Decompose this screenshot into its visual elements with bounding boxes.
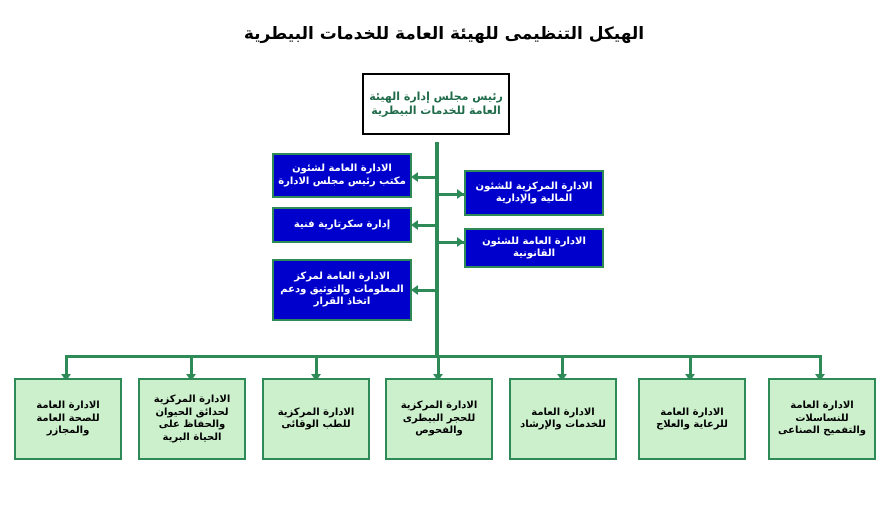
page-title: الهيكل التنظيمى للهيئة العامة للخدمات البيطرية <box>243 24 645 44</box>
branch-left-2 <box>418 224 438 227</box>
node-bottom-1-label: الادارة العامة للصحة العامة والمجازر <box>36 400 100 437</box>
node-right-1-label: الادارة المركزية للشئون المالية والإدارية <box>475 180 593 204</box>
node-right-2[interactable] <box>464 228 604 268</box>
branch-left-2-arrow <box>411 220 418 230</box>
node-bottom-5[interactable] <box>509 378 617 460</box>
branch-left-3-arrow <box>411 285 418 295</box>
node-bottom-6-label: الادارة العامة للرعاية والعلاج <box>656 406 728 430</box>
node-left-3[interactable] <box>272 259 412 321</box>
node-left-1-label: الادارة العامة لشئون مكتب رئيس مجلس الادارة <box>278 163 406 187</box>
node-right-2-label: الادارة العامة للشئون القانونية <box>482 235 586 259</box>
branch-left-3 <box>418 289 438 292</box>
node-bottom-2[interactable] <box>138 378 246 460</box>
node-root[interactable] <box>362 73 510 135</box>
node-left-2-label: إدارة سكرتارية فنية <box>293 218 391 230</box>
node-left-2[interactable] <box>272 207 412 243</box>
bottom-bus <box>65 355 822 358</box>
node-root-label: رئيس مجلس إدارة الهيئة العامة للخدمات البيطرية <box>369 90 503 117</box>
node-bottom-3-label: الادارة المركزية للطب الوقائى <box>277 406 355 430</box>
node-bottom-7[interactable] <box>768 378 876 460</box>
node-bottom-2-label: الادارة المركزية لحدائق الحيوان والحفاظ على الحياة البرية <box>153 394 231 443</box>
node-bottom-3[interactable] <box>262 378 370 460</box>
node-bottom-1[interactable] <box>14 378 122 460</box>
branch-right-2-arrow <box>457 237 464 247</box>
node-bottom-7-label: الادارة العامة للنساسلات والتفميح الصناعى <box>778 400 866 437</box>
node-bottom-4[interactable] <box>385 378 493 460</box>
node-bottom-4-label: الادارة المركزية للحجر البيطرى والفحوص <box>400 400 478 437</box>
spine-vertical <box>435 142 439 358</box>
node-left-3-label: الادارة العامة لمركز المعلومات والتوثيق ودعم اتخاذ القرار <box>280 271 404 308</box>
node-left-1[interactable] <box>272 153 412 198</box>
branch-left-1 <box>418 176 438 179</box>
node-bottom-5-label: الادارة العامة للخدمات والإرشاد <box>520 406 606 430</box>
node-bottom-6[interactable] <box>638 378 746 460</box>
branch-left-1-arrow <box>411 172 418 182</box>
node-right-1[interactable] <box>464 170 604 216</box>
branch-right-1-arrow <box>457 189 464 199</box>
